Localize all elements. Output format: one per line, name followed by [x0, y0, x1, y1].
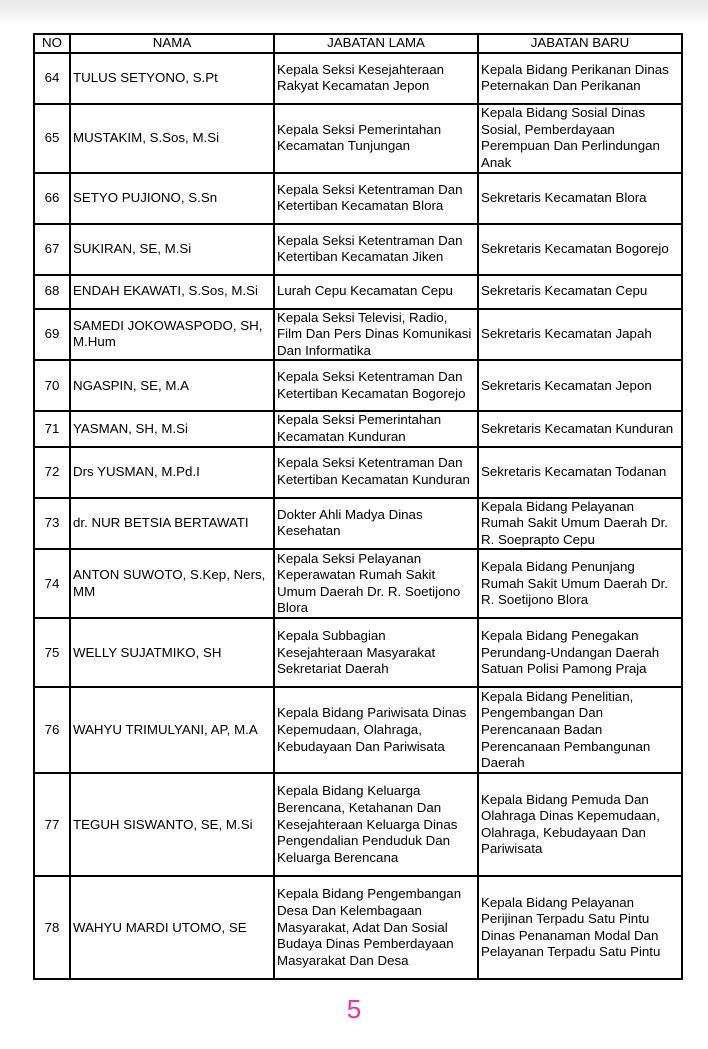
page-number: 5	[346, 994, 362, 1024]
row-jabatan-baru: Kepala Bidang Pemuda Dan Olahraga Dinas Kepemudaan, Olahraga, Kebudayaan Dan Pariwisata	[478, 773, 682, 876]
row-jabatan-lama: Kepala Bidang Keluarga Berencana, Ketahanan Dan Kesejahteraan Keluarga Dinas Pengendalian Penduduk Dan Keluarga Berencana	[274, 773, 478, 876]
table-row	[34, 687, 682, 773]
row-nama: YASMAN, SH, M.Si	[70, 411, 274, 446]
row-jabatan-baru: Kepala Bidang Sosial Dinas Sosial, Pemberdayaan Perempuan Dan Perlindungan Anak	[478, 104, 682, 173]
row-jabatan-baru: Sekretaris Kecamatan Blora	[478, 173, 682, 224]
row-jabatan-baru: Kepala Bidang Penelitian, Pengembangan Dan Perencanaan Badan Perencanaan Pembangunan Daerah	[478, 687, 682, 773]
row-jabatan-lama: Kepala Seksi Ketentraman Dan Ketertiban Kecamatan Blora	[274, 173, 478, 224]
row-jabatan-baru: Kepala Bidang Pelayanan Perijinan Terpadu Satu Pintu Dinas Penanaman Modal Dan Pelayanan Terpadu Satu Pintu	[478, 876, 682, 979]
table-row	[34, 773, 682, 876]
row-jabatan-lama: Kepala Seksi Ketentraman Dan Ketertiban Kecamatan Bogorejo	[274, 360, 478, 411]
table-row	[34, 309, 682, 361]
row-jabatan-baru: Kepala Bidang Pelayanan Rumah Sakit Umum Daerah Dr. R. Soeprapto Cepu	[478, 498, 682, 550]
table-row	[34, 224, 682, 275]
header-nama: NAMA	[70, 34, 274, 53]
row-no: 76	[34, 687, 70, 773]
row-jabatan-lama: Kepala Seksi Ketentraman Dan Ketertiban Kecamatan Jiken	[274, 224, 478, 275]
table-header-row	[34, 34, 682, 53]
row-no: 70	[34, 360, 70, 411]
row-jabatan-baru: Sekretaris Kecamatan Jepon	[478, 360, 682, 411]
header-jabatan-baru: JABATAN BARU	[478, 34, 682, 53]
row-jabatan-baru: Kepala Bidang Penunjang Rumah Sakit Umum Daerah Dr. R. Soetijono Blora	[478, 549, 682, 618]
row-no: 67	[34, 224, 70, 275]
page-top-shadow	[0, 0, 708, 26]
row-jabatan-lama: Kepala Seksi Ketentraman Dan Ketertiban Kecamatan Kunduran	[274, 447, 478, 498]
row-nama: dr. NUR BETSIA BERTAWATI	[70, 498, 274, 550]
table-row	[34, 53, 682, 104]
row-jabatan-baru: Kepala Bidang Perikanan Dinas Peternakan Dan Perikanan	[478, 53, 682, 104]
row-nama: SETYO PUJIONO, S.Sn	[70, 173, 274, 224]
row-jabatan-baru: Sekretaris Kecamatan Cepu	[478, 275, 682, 309]
row-jabatan-lama: Kepala Seksi Televisi, Radio, Film Dan Pers Dinas Komunikasi Dan Informatika	[274, 309, 478, 361]
table-row	[34, 876, 682, 979]
row-nama: TEGUH SISWANTO, SE, M.Si	[70, 773, 274, 876]
row-jabatan-lama: Kepala Seksi Pelayanan Keperawatan Rumah Sakit Umum Daerah Dr. R. Soetijono Blora	[274, 549, 478, 618]
personnel-table	[33, 33, 683, 980]
row-jabatan-baru: Sekretaris Kecamatan Bogorejo	[478, 224, 682, 275]
row-no: 68	[34, 275, 70, 309]
row-nama: WELLY SUJATMIKO, SH	[70, 618, 274, 687]
row-jabatan-lama: Kepala Bidang Pengembangan Desa Dan Kelembagaan Masyarakat, Adat Dan Sosial Budaya Dinas Pemberdayaan Masyarakat Dan Desa	[274, 876, 478, 979]
row-no: 72	[34, 447, 70, 498]
row-jabatan-lama: Kepala Subbagian Kesejahteraan Masyarakat Sekretariat Daerah	[274, 618, 478, 687]
row-nama: WAHYU TRIMULYANI, AP, M.A	[70, 687, 274, 773]
row-no: 71	[34, 411, 70, 446]
row-jabatan-baru: Sekretaris Kecamatan Kunduran	[478, 411, 682, 446]
row-jabatan-baru: Sekretaris Kecamatan Todanan	[478, 447, 682, 498]
header-no: NO	[34, 34, 70, 53]
row-no: 75	[34, 618, 70, 687]
row-nama: SAMEDI JOKOWASPODO, SH, M.Hum	[70, 309, 274, 361]
table-row	[34, 275, 682, 309]
table-row	[34, 618, 682, 687]
row-no: 66	[34, 173, 70, 224]
table-row	[34, 173, 682, 224]
table-row	[34, 411, 682, 446]
table-row	[34, 498, 682, 550]
table-row	[34, 447, 682, 498]
row-nama: ANTON SUWOTO, S.Kep, Ners, MM	[70, 549, 274, 618]
header-jabatan-lama: JABATAN LAMA	[274, 34, 478, 53]
row-nama: NGASPIN, SE, M.A	[70, 360, 274, 411]
row-no: 65	[34, 104, 70, 173]
row-jabatan-baru: Kepala Bidang Penegakan Perundang-Undangan Daerah Satuan Polisi Pamong Praja	[478, 618, 682, 687]
table-row	[34, 549, 682, 618]
row-jabatan-lama: Kepala Seksi Pemerintahan Kecamatan Tunjungan	[274, 104, 478, 173]
row-nama: MUSTAKIM, S.Sos, M.Si	[70, 104, 274, 173]
table-row	[34, 104, 682, 173]
row-nama: WAHYU MARDI UTOMO, SE	[70, 876, 274, 979]
row-jabatan-lama: Lurah Cepu Kecamatan Cepu	[274, 275, 478, 309]
row-no: 78	[34, 876, 70, 979]
row-jabatan-lama: Dokter Ahli Madya Dinas Kesehatan	[274, 498, 478, 550]
row-no: 69	[34, 309, 70, 361]
row-jabatan-lama: Kepala Bidang Pariwisata Dinas Kepemudaan, Olahraga, Kebudayaan Dan Pariwisata	[274, 687, 478, 773]
row-nama: SUKIRAN, SE, M.Si	[70, 224, 274, 275]
row-jabatan-lama: Kepala Seksi Kesejahteraan Rakyat Kecamatan Jepon	[274, 53, 478, 104]
row-no: 73	[34, 498, 70, 550]
row-jabatan-baru: Sekretaris Kecamatan Japah	[478, 309, 682, 361]
row-no: 64	[34, 53, 70, 104]
table-row	[34, 360, 682, 411]
row-nama: Drs YUSMAN, M.Pd.I	[70, 447, 274, 498]
row-no: 74	[34, 549, 70, 618]
row-jabatan-lama: Kepala Seksi Pemerintahan Kecamatan Kunduran	[274, 411, 478, 446]
row-nama: ENDAH EKAWATI, S.Sos, M.Si	[70, 275, 274, 309]
row-nama: TULUS SETYONO, S.Pt	[70, 53, 274, 104]
row-no: 77	[34, 773, 70, 876]
